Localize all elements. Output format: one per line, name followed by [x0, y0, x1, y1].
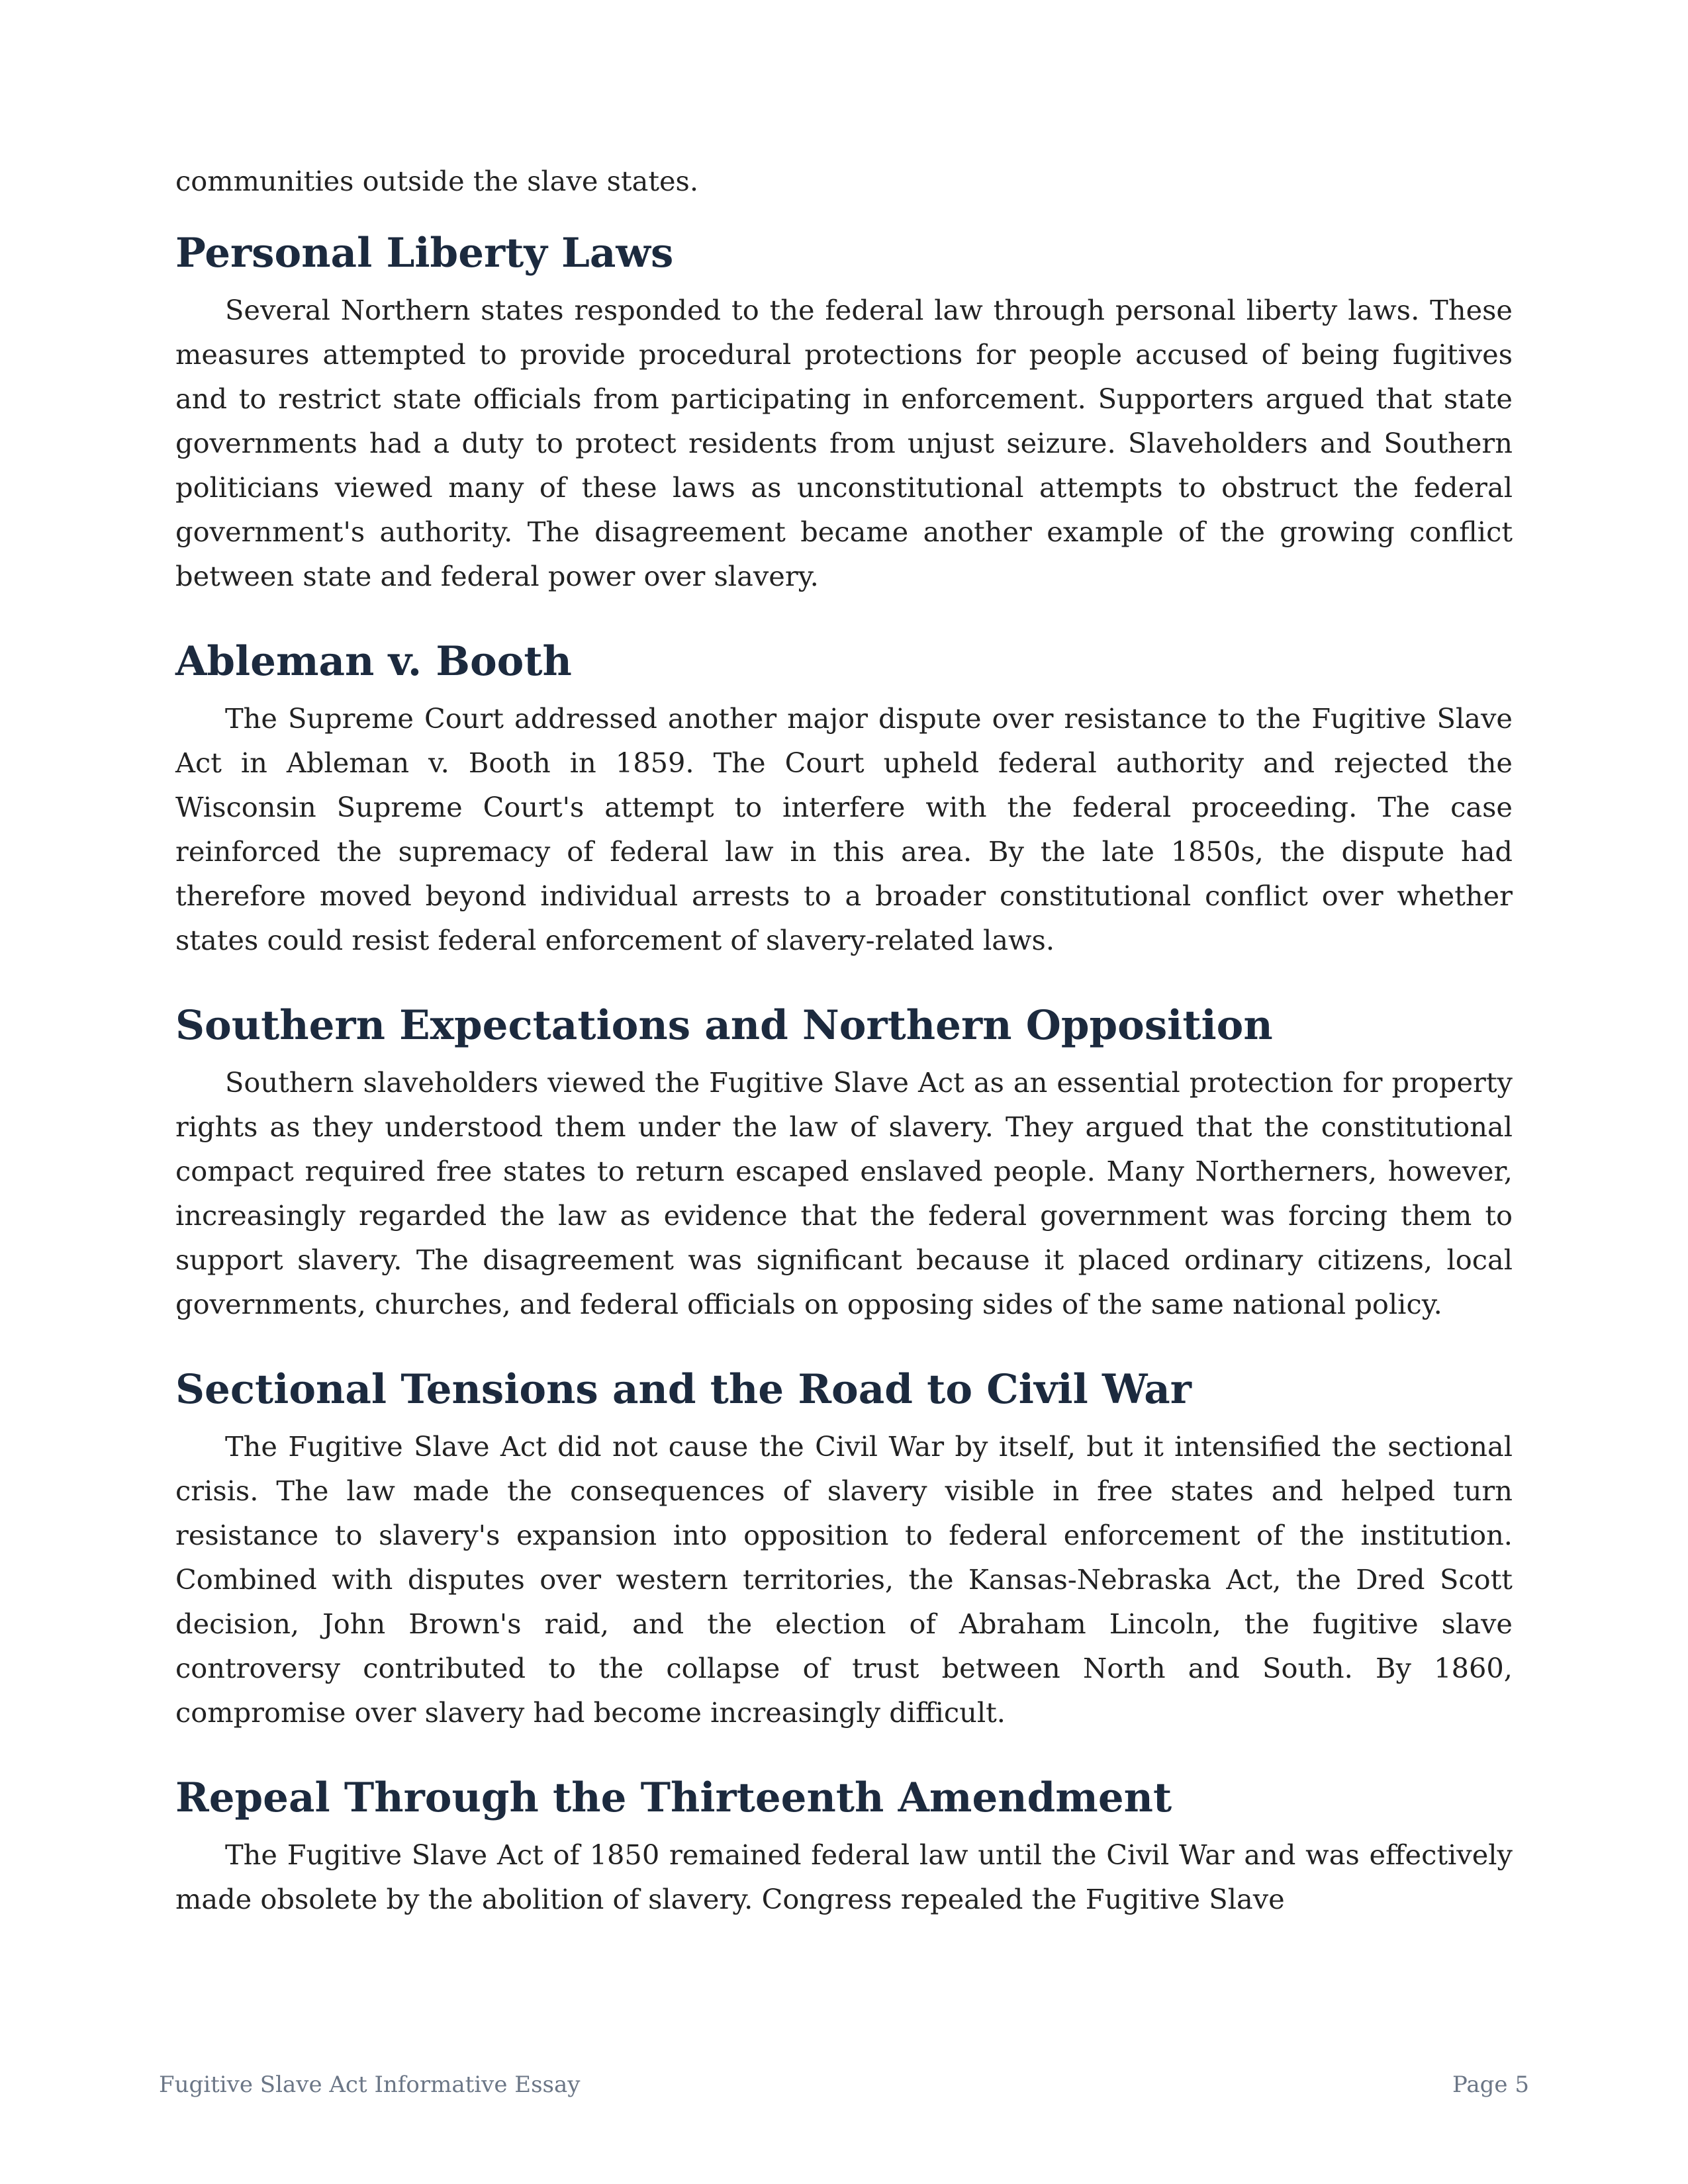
- section-heading: Personal Liberty Laws: [175, 230, 674, 277]
- footer-title: Fugitive Slave Act Informative Essay: [159, 2071, 581, 2098]
- page-number: Page 5: [1452, 2071, 1529, 2098]
- section-paragraph: Southern slaveholders viewed the Fugitive Slave Act as an essential protection for property rights as they understood them under the law of slavery. They argued that the constitutional compact required free states to return escaped enslaved people. Many Northerners, however, increasingly regarded the law as evidence that the federal government was forcing them to support slavery. The disagreement was significant because it placed ordinary citizens, local governments, churches, and federal officials on opposing sides of the same national policy.: [175, 1066, 1513, 1320]
- section-heading: Repeal Through the Thirteenth Amendment: [175, 1774, 1172, 1821]
- section-heading: Southern Expectations and Northern Opposition: [175, 1002, 1273, 1049]
- section-paragraph: The Fugitive Slave Act did not cause the Civil War by itself, but it intensified the sectional crisis. The law made the consequences of slavery visible in free states and helped turn resistance to slavery's expansion into opposition to federal enforcement of the institution. Combined with disputes over western territories, the Kansas-Nebraska Act, the Dred Scott decision, John Brown's raid, and the election of Abraham Lincoln, the fugitive slave controversy contributed to the collapse of trust between North and South. By 1860, compromise over slavery had become increasingly difficult.: [175, 1430, 1513, 1729]
- section-paragraph: Several Northern states responded to the federal law through personal liberty laws. These measures attempted to provide procedural protections for people accused of being fugitives and to restrict state officials from participating in enforcement. Supporters argued that state governments had a duty to protect residents from unjust seizure. Slaveholders and Southern politicians viewed many of these laws as unconstitutional attempts to obstruct the federal government's authority. The disagreement became another example of the growing conflict between state and federal power over slavery.: [175, 294, 1513, 592]
- document-page: [175, 159, 1513, 1921]
- section-paragraph: The Fugitive Slave Act of 1850 remained federal law until the Civil War and was effectively made obsolete by the abolition of slavery. Congress repealed the Fugitive Slave: [175, 1839, 1513, 1915]
- section-heading: Sectional Tensions and the Road to Civil War: [175, 1366, 1192, 1413]
- section-paragraph: The Supreme Court addressed another major dispute over resistance to the Fugitive Slave Act in Ableman v. Booth in 1859. The Court upheld federal authority and rejected the Wisconsin Supreme Court's attempt to interfere with the federal proceeding. The case reinforced the supremacy of federal law in this area. By the late 1850s, the dispute had therefore moved beyond individual arrests to a broader constitutional conflict over whether states could resist federal enforcement of slavery-related laws.: [175, 702, 1513, 956]
- section-heading: Ableman v. Booth: [175, 638, 572, 685]
- continued-paragraph: communities outside the slave states.: [175, 165, 699, 197]
